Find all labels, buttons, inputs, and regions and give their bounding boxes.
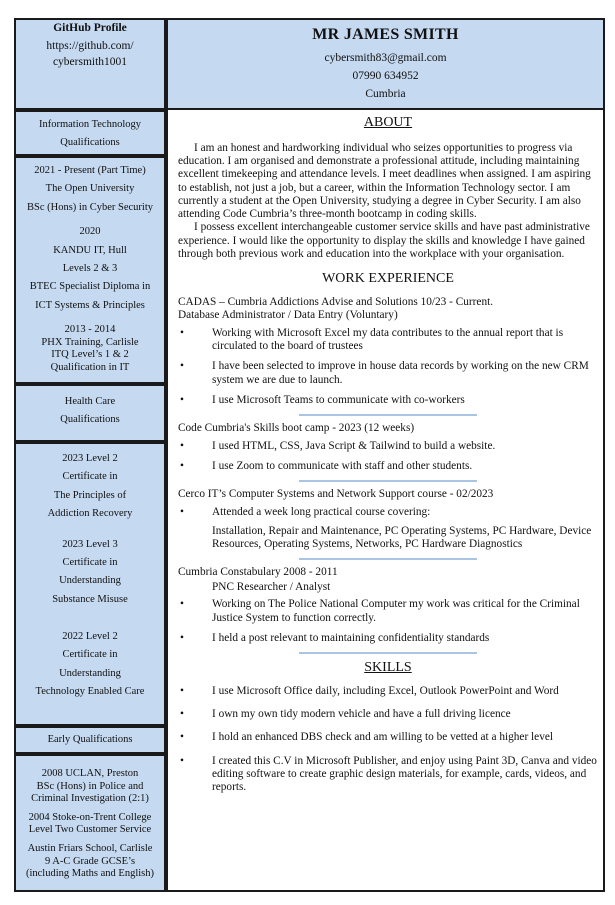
health-qual-item [16, 536, 164, 610]
bullet-icon: • [180, 631, 184, 644]
health-heading-box [14, 384, 166, 442]
list-item [178, 460, 598, 473]
bullet-text: I use Microsoft Office daily, including Excel, Outlook PowerPoint and Word [212, 684, 559, 697]
about-paragraph: I am an honest and hardworking individual who seizes opportunities to progress via education. I am organised and demonstrate a professional attitude, including maintaining excellent timekeeping and attendance levels. I meet deadlines when assigned. I am aspiring to establish, not just a job, but a career, within the Information Technology sector. I am currently a student at the Open University, studying a degree in Cyber Security. I am also attending Code Cumbria’s three-month bootcamp in coding skills. [178, 141, 591, 221]
qual-title: Level Two Customer Service [28, 824, 152, 836]
bullet-icon: • [180, 708, 184, 721]
qual-title: Certificate in [62, 471, 118, 483]
it-qual-item [16, 223, 164, 315]
job-bullets [178, 440, 598, 474]
list-item [178, 708, 598, 721]
qual-level: Levels 2 & 3 [62, 262, 118, 274]
it-heading-line1: Information Technology [38, 119, 141, 130]
bullet-text: Attended a week long practical course covering: [212, 505, 431, 518]
bullet-icon: • [180, 684, 184, 697]
qual-title: Criminal Investigation (2:1) [31, 793, 149, 805]
list-item [178, 632, 598, 645]
qual-date: 2022 Level 2 [62, 631, 118, 642]
bullet-icon: • [180, 326, 184, 339]
about-paragraph: I possess excellent interchangeable customer service skills and have past administrative experience. I would like the opportunity to display the skills and knowledge I have gained through both previous work and education into the workplace with your organisation. [178, 221, 590, 261]
qual-date: 2021 - Present (Part Time) [34, 165, 146, 176]
qual-date: 2023 Level 2 [62, 453, 118, 464]
list-item [178, 327, 598, 354]
qual-title: Certificate in [62, 556, 118, 568]
list-item [178, 685, 598, 698]
it-qual-item [16, 162, 164, 217]
email[interactable]: cybersmith83@gmail.com [324, 52, 447, 64]
qual-title: Austin Friars School, Carlisle [27, 842, 153, 854]
bullet-icon: • [180, 505, 184, 518]
qual-date: 2020 [79, 226, 101, 238]
qual-title: BTEC Specialist Diploma in [29, 281, 151, 293]
qual-date: 2013 - 2014 [64, 324, 116, 335]
candidate-name: MR JAMES SMITH [312, 26, 459, 43]
it-quals-box [14, 156, 166, 384]
about-title: ABOUT [363, 115, 413, 130]
qual-title: ICT Systems & Principles [35, 299, 145, 311]
phone[interactable]: 07990 634952 [352, 69, 419, 82]
bullet-text: I own my own tidy modern vehicle and have a full driving licence [212, 708, 511, 721]
list-item [178, 360, 598, 387]
section-divider [299, 414, 477, 416]
early-heading-box [14, 726, 166, 754]
qual-provider: KANDU IT, Hull [53, 244, 127, 256]
section-divider [299, 480, 477, 482]
course-topics: Installation, Repair and Maintenance, PC Operating Systems, PC Hardware, Device Resources, Operating Systems, Networks, PC Hardware Diagnostics [212, 524, 592, 551]
list-item [178, 731, 598, 744]
bullet-icon: • [180, 598, 184, 611]
qual-title: Qualification in IT [50, 361, 130, 373]
list-item [178, 598, 598, 625]
qual-title: Understanding [59, 575, 121, 587]
job-role: PNC Researcher / Analyst [212, 580, 331, 593]
health-quals-box [14, 442, 166, 726]
job-heading: Cumbria Constabulary 2008 - 2011 [178, 565, 338, 578]
bullet-icon: • [180, 754, 184, 767]
job-role: Database Administrator / Data Entry (Voluntary) [178, 309, 398, 322]
bullet-text: I use Zoom to communicate with staff and other students. [212, 459, 473, 472]
sidebar [14, 18, 166, 892]
bullet-icon: • [180, 360, 184, 373]
skills-title: SKILLS [364, 660, 412, 676]
qual-provider: PHX Training, Carlisle [41, 336, 139, 348]
list-item [178, 394, 598, 407]
bullet-icon: • [180, 731, 184, 744]
qual-title: Substance Misuse [52, 593, 128, 605]
early-heading: Early Qualifications [47, 734, 133, 745]
health-heading-line2: Qualifications [60, 414, 120, 426]
skills-bullets [178, 685, 598, 795]
job-heading: Cerco IT’s Computer Systems and Network Support course - 02/2023 [178, 488, 494, 501]
bullet-text: I used HTML, CSS, Java Script & Tailwind to build a website. [212, 439, 496, 452]
github-url-line1[interactable]: https://github.com/ [46, 39, 134, 52]
work-title: WORK EXPERIENCE [322, 271, 454, 287]
qual-title: Technology Enabled Care [35, 686, 145, 698]
early-quals-box [14, 754, 166, 892]
bullet-text: I held a post relevant to maintaining confidentiality standards [212, 631, 490, 644]
early-qual-item [16, 768, 164, 806]
header [166, 18, 605, 110]
early-qual-item [16, 843, 164, 881]
qual-date: 2023 Level 3 [62, 538, 118, 550]
list-item [178, 755, 598, 795]
job-heading: CADAS – Cumbria Addictions Advise and Solutions 10/23 - Current. [178, 295, 494, 308]
list-item [178, 440, 598, 453]
bullet-icon: • [180, 393, 184, 406]
qual-title: Certificate in [62, 649, 118, 661]
list-item [178, 506, 598, 519]
bullet-icon: • [180, 439, 184, 452]
qual-title: BSc (Hons) in Cyber Security [27, 201, 153, 213]
bullet-text: I created this C.V in Microsoft Publisher, and enjoy using Paint 3D, Canva and video editing software to create graphic design materials, for example, cards, videos, and reports. [212, 754, 597, 794]
qual-title: 2004 Stoke-on-Trent College [28, 811, 152, 823]
job-bullets [178, 327, 598, 408]
qual-title: Addiction Recovery [47, 508, 133, 520]
qual-title: 2008 UCLAN, Preston [41, 768, 139, 779]
section-divider [299, 652, 477, 654]
github-url-line2[interactable]: cybersmith1001 [52, 55, 128, 68]
location: Cumbria [365, 87, 406, 100]
qual-title: The Principles of [53, 489, 127, 501]
job-bullets [178, 506, 598, 519]
it-heading-box [14, 110, 166, 156]
github-title: GitHub Profile [53, 22, 127, 34]
it-heading-line2: Qualifications [60, 137, 120, 149]
bullet-text: I hold an enhanced DBS check and am willing to be vetted at a higher level [212, 731, 553, 744]
early-qual-item [16, 812, 164, 837]
qual-title: 9 A-C Grade GCSE’s [44, 855, 136, 867]
health-qual-item [16, 628, 164, 702]
bullet-text: I use Microsoft Teams to communicate with co-workers [212, 393, 465, 406]
job-entry [178, 488, 598, 551]
qual-provider: The Open University [45, 183, 135, 195]
health-heading-line1: Health Care [64, 396, 116, 407]
job-entry [178, 566, 598, 646]
bullet-icon: • [180, 459, 184, 472]
github-box [14, 18, 166, 110]
section-divider [299, 558, 477, 560]
qual-title: (including Maths and English) [25, 868, 155, 880]
job-heading: Code Cumbria's Skills boot camp - 2023 (12 weeks) [178, 422, 415, 435]
job-entry [178, 422, 598, 473]
health-qual-item [16, 450, 164, 524]
job-entry [178, 296, 598, 407]
job-bullets [178, 598, 598, 645]
qual-title: Understanding [59, 667, 121, 679]
bullet-text: I have been selected to improve in house data records by working on the new CRM system we are due to launch. [212, 360, 589, 386]
qual-level: ITQ Level’s 1 & 2 [51, 349, 129, 361]
bullet-text: Working with Microsoft Excel my data contributes to the annual report that is circulated to the board of trustees [212, 326, 564, 352]
it-qual-item [16, 324, 164, 374]
main-content [178, 115, 598, 802]
qual-title: BSc (Hons) in Police and [36, 780, 144, 792]
bullet-text: Working on The Police National Computer my work was critical for the Criminal Justice System to function correctly. [212, 598, 580, 624]
